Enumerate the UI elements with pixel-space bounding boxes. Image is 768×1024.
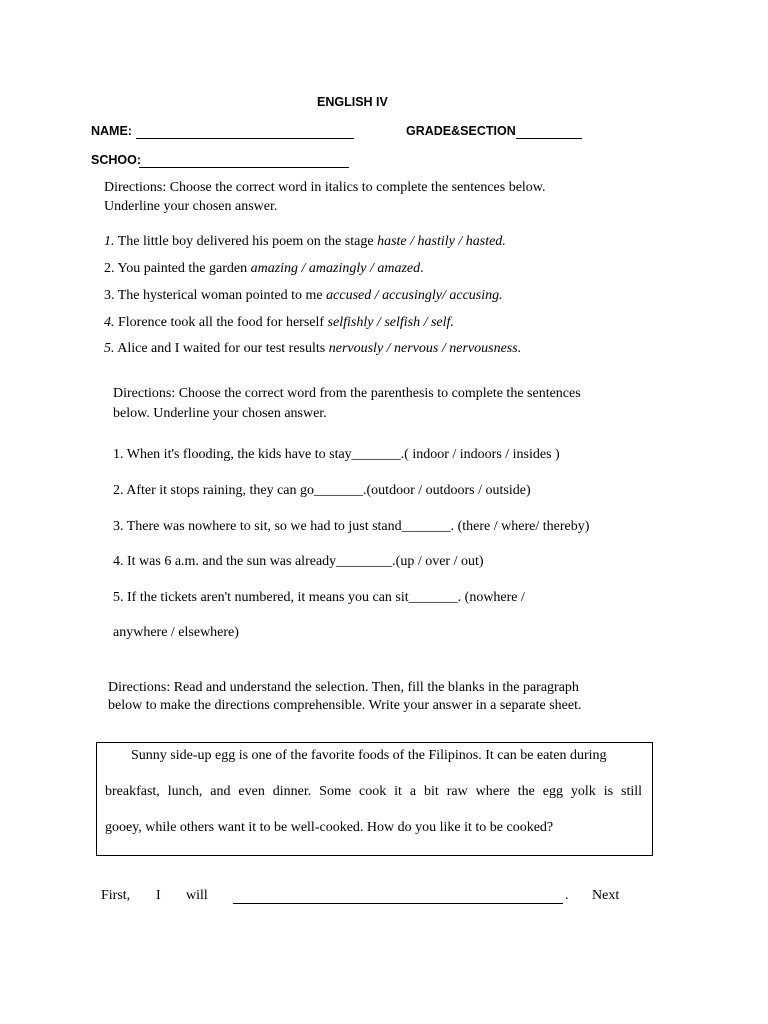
period: . <box>565 888 569 903</box>
first-word: First, <box>101 888 131 903</box>
part2-item-5-continued: anywhere / elsewhere) <box>113 625 239 640</box>
grade-section-label: GRADE&SECTION <box>406 124 516 138</box>
part1-directions-line1: Directions: Choose the correct word in italics to complete the sentences below. <box>104 180 546 195</box>
grade-section-blank[interactable] <box>516 124 582 139</box>
item-punct: . <box>420 261 424 276</box>
part3-directions-line1: Directions: Read and understand the selection. Then, fill the blanks in the paragraph <box>108 680 579 695</box>
part2-item-4: 4. It was 6 a.m. and the sun was already________.(up / over / out) <box>113 554 484 569</box>
part1-item-4 <box>104 315 454 331</box>
paragraph-line-1: Sunny side-up egg is one of the favorite foods of the Filipinos. It can be eaten during <box>131 748 607 763</box>
item-text: The little boy delivered his poem on the stage <box>117 234 374 249</box>
part2-directions-line1: Directions: Choose the correct word from the parenthesis to complete the sentences <box>113 386 581 401</box>
name-blank[interactable] <box>136 124 354 139</box>
part1-item-3 <box>104 288 503 304</box>
part1-item-5 <box>104 341 521 357</box>
part2-item-5: 5. If the tickets aren't numbered, it means you can sit_______. (nowhere / <box>113 590 525 605</box>
item-options: nervously / nervous / nervousness. <box>328 341 522 356</box>
item-number: 2. <box>104 261 115 276</box>
item-number: 5. <box>104 341 115 356</box>
item-number: 1. <box>104 234 115 249</box>
part3-directions-line2: below to make the directions comprehensible. Write your answer in a separate sheet. <box>108 698 582 713</box>
item-options: accused / accusingly/ accusing. <box>326 288 503 303</box>
part1-item-2 <box>104 261 424 277</box>
name-label: NAME: <box>91 124 132 138</box>
item-text: Florence took all the food for herself <box>118 315 325 330</box>
part2-item-1: 1. When it's flooding, the kids have to stay_______.( indoor / indoors / insides ) <box>113 447 560 462</box>
answer-blank[interactable] <box>233 888 563 904</box>
part2-item-2: 2. After it stops raining, they can go_______.(outdoor / outdoors / outside) <box>113 483 531 498</box>
item-options: amazing / amazingly / amazed <box>250 261 421 276</box>
paragraph-line-2: breakfast, lunch, and even dinner. Some cook it a bit raw where the egg yolk is still <box>105 784 642 799</box>
item-number: 4. <box>104 315 115 330</box>
i-word: I <box>156 888 161 903</box>
item-options: selfishly / selfish / self. <box>327 315 454 330</box>
paragraph-line-3: gooey, while others want it to be well-cooked. How do you like it to be cooked? <box>105 820 554 835</box>
part2-item-3: 3. There was nowhere to sit, so we had to just stand_______. (there / where/ thereby) <box>113 519 590 534</box>
page-title: ENGLISH IV <box>317 95 388 109</box>
part1-item-1 <box>104 234 506 250</box>
item-text: Alice and I waited for our test results <box>117 341 326 356</box>
item-options: haste / hastily / hasted. <box>377 234 506 249</box>
will-word: will <box>186 888 208 903</box>
part1-directions-line2: Underline your chosen answer. <box>104 199 278 214</box>
part2-directions-line2: below. Underline your chosen answer. <box>113 406 327 421</box>
selection-box <box>96 742 653 856</box>
item-text: You painted the garden <box>117 261 248 276</box>
item-text: The hysterical woman pointed to me <box>117 288 323 303</box>
next-word: Next <box>592 888 620 903</box>
school-label: SCHOO: <box>91 153 141 167</box>
school-blank[interactable] <box>139 153 349 168</box>
item-number: 3. <box>104 288 115 303</box>
